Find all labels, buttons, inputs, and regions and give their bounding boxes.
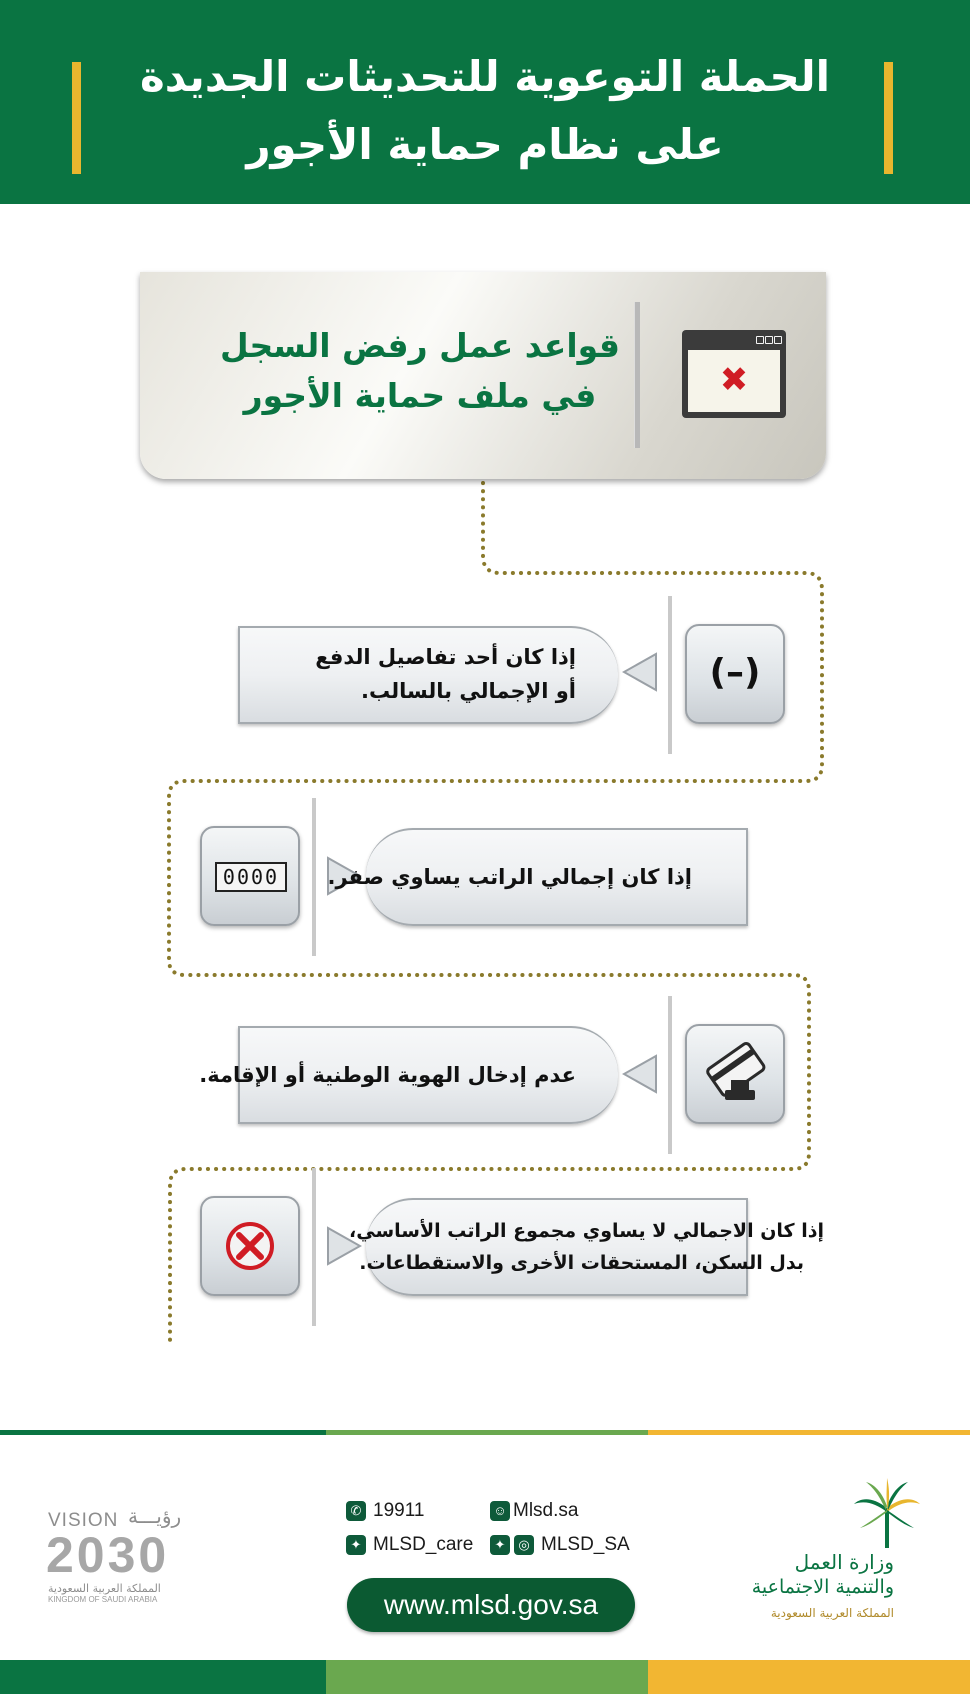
instagram-icon: ◎ (514, 1535, 534, 1555)
contact-twitter-care[interactable]: ✦ MLSD_care (346, 1534, 473, 1556)
rules-title-line1: قواعد عمل رفض السجل (220, 326, 620, 365)
palm-logo-icon (852, 1478, 922, 1550)
rules-title-card (140, 272, 826, 479)
rule-1-divider (668, 596, 672, 754)
bottom-band-lightgreen (326, 1660, 648, 1694)
rule-3-divider (668, 996, 672, 1154)
contact-snapchat[interactable]: ☺ Mlsd.sa (490, 1500, 578, 1522)
header-title-line2: على نظام حماية الأجور (246, 120, 724, 169)
footer-line-green (0, 1430, 326, 1435)
rule-2-divider (312, 798, 316, 956)
header-title-line1: الحملة التوعوية للتحديثات الجديدة (140, 52, 830, 101)
title-card-divider (634, 302, 640, 448)
rule-4-line2: بدل السكن، المستحقات الأخرى والاستقطاعات. (359, 1252, 804, 1274)
rule-2-line1: إذا كان إجمالي الراتب يساوي صفر. (327, 865, 692, 889)
id-card-icon (685, 1024, 785, 1124)
rule-1-line2: أو الإجمالي بالسالب. (361, 679, 576, 703)
contact-phone: ✆ 19911 (346, 1500, 424, 1522)
rule-4-divider (312, 1168, 316, 1326)
twitter-icon: ✦ (490, 1535, 510, 1555)
footer-line-lightgreen (326, 1430, 648, 1435)
website-url-button[interactable]: www.mlsd.gov.sa (347, 1578, 635, 1632)
bottom-band-green (0, 1660, 326, 1694)
contact-social[interactable]: ✦ ◎ MLSD_SA (490, 1534, 630, 1556)
phone-icon: ✆ (346, 1501, 366, 1521)
rule-4-pill (349, 1198, 824, 1296)
rule-1-pill (238, 626, 618, 724)
rule-2-pill (327, 828, 748, 926)
browser-error-icon: ✖ (682, 330, 786, 418)
rule-1-pointer-icon (622, 652, 658, 692)
bottom-band-gold (648, 1660, 970, 1694)
rules-title-line2: في ملف حماية الأجور (243, 376, 597, 415)
counter-icon: 0000 (200, 826, 300, 926)
twitter-icon: ✦ (346, 1535, 366, 1555)
rule-3-pill (199, 1026, 618, 1124)
minus-icon: (–) (685, 624, 785, 724)
rule-3-pointer-icon (622, 1054, 658, 1094)
cancel-icon (200, 1196, 300, 1296)
rule-3-line1: عدم إدخال الهوية الوطنية أو الإقامة. (199, 1063, 576, 1087)
rule-1-line1: إذا كان أحد تفاصيل الدفع (315, 645, 576, 669)
footer-line-gold (648, 1430, 970, 1435)
snapchat-icon: ☺ (490, 1501, 510, 1521)
rule-4-line1: إذا كان الاجمالي لا يساوي مجموع الراتب الأساسي، (349, 1220, 824, 1242)
